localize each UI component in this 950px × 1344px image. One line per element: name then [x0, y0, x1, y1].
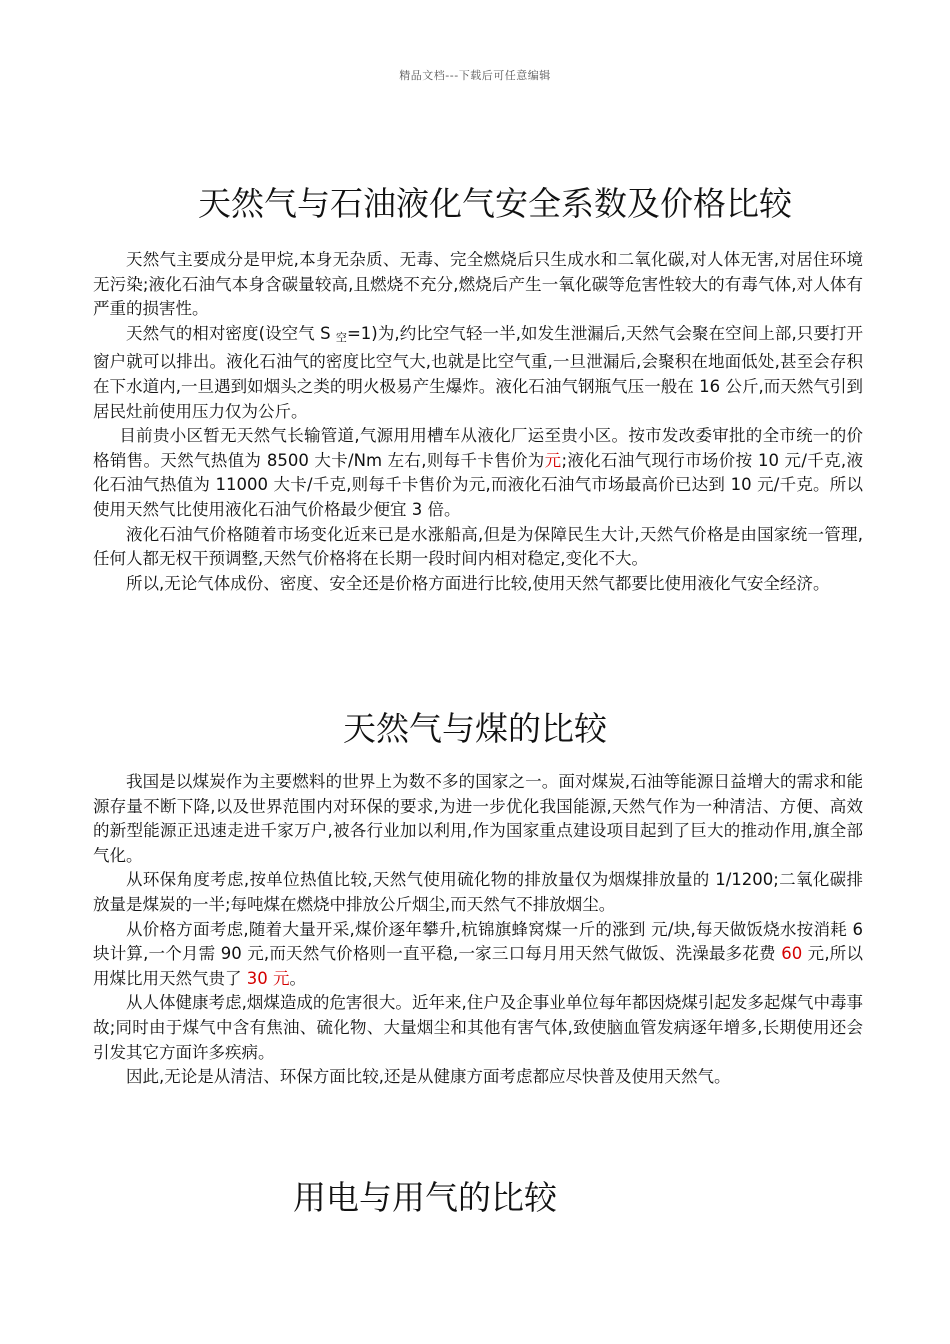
text-run: 元,所以用煤比用天然气贵了 [93, 944, 863, 988]
subscript: 空 [335, 330, 347, 344]
highlight-text: 元 [544, 450, 562, 470]
text-run: 目前贵小区暂无天然气长输管道,气源用用槽车从液化厂运至贵小区。按市发改委审批的全市统一的价格销售。天然气热值为 8500 大卡/Nm 左右,则每千卡售价为 [93, 426, 863, 470]
page-header: 精品文档---下载后可任意编辑 [399, 69, 551, 82]
section-title-electricity: 用电与用气的比较 [293, 1178, 557, 1217]
highlight-text: 30 元 [246, 968, 290, 988]
text-run: 天然气的相对密度(设空气 S [126, 323, 336, 343]
section-title-coal: 天然气与煤的比较 [343, 709, 607, 748]
paragraph: 我国是以煤炭作为主要燃料的世界上为数不多的国家之一。面对煤炭,石油等能源日益增大的需求和能源存量不断下降,以及世界范围内对环保的要求,为进一步优化我国能源,天然气作为一种清洁、方便、高效的新型能源正迅速走进千家万户,被各行业加以利用,作为国家重点建设项目起到了巨大的推动作用,旗全部气化。 [93, 772, 863, 865]
paragraph: 从人体健康考虑,烟煤造成的危害很大。近年来,住户及企事业单位每年都因烧煤引起发多起煤气中毒事故;同时由于煤气中含有焦油、硫化物、大量烟尘和其他有害气体,致使脑血管发病逐年增多,长期使用还会引发其它方面许多疾病。 [93, 993, 863, 1062]
section-title-lpg: 天然气与石油液化气安全系数及价格比较 [198, 184, 792, 223]
section-body-coal [93, 770, 863, 1090]
text-run: ;液化石油气现行市场价按 10 元/千克,液化石油气热值为 11000 大卡/千克,则每千卡售价为元,而液化石油气市场最高价已达到 10 元/千克。所以使用天然气比使用液化石油气价格最少便宜 3 倍。 [93, 450, 863, 519]
paragraph: 从环保角度考虑,按单位热值比较,天然气使用硫化物的排放量仅为烟煤排放量的 1/1200;二氧化碳排放量是煤炭的一半;每吨煤在燃烧中排放公斤烟尘,而天然气不排放烟尘。 [93, 870, 863, 914]
paragraph: 天然气主要成分是甲烷,本身无杂质、无毒、完全燃烧后只生成水和二氧化碳,对人体无害,对居住环境无污染;液化石油气本身含碳量较高,且燃烧不充分,燃烧后产生一氧化碳等危害性较大的有毒气体,对人体有严重的损害性。 [93, 250, 863, 319]
paragraph [93, 424, 863, 522]
highlight-text: 60 [781, 944, 803, 964]
paragraph [93, 322, 863, 424]
paragraph: 液化石油气价格随着市场变化近来已是水涨船高,但是为保障民生大计,天然气价格是由国家统一管理,任何人都无权干预调整,天然气价格将在长期一段时间内相对稳定,变化不大。 [93, 524, 863, 569]
text-run: 从价格方面考虑,随着大量开采,煤价逐年攀升,杭锦旗蜂窝煤一斤的涨到 元/块,每天做饭烧水按消耗 6 块计算,一个月需 90 元,而天然气价格则一直平稳,一家三口每月用天然气做饭、洗澡最多花费 [93, 919, 863, 964]
paragraph: 因此,无论是从清洁、环保方面比较,还是从健康方面考虑都应尽快普及使用天然气。 [126, 1067, 731, 1087]
paragraph [93, 918, 863, 992]
text-run: =1)为,约比空气轻一半,如发生泄漏后,天然气会聚在空间上部,只要打开窗户就可以排出。液化石油气的密度比空气大,也就是比空气重,一旦泄漏后,会聚积在地面低处,甚至会存积在下水道内,一旦遇到如烟头之类的明火极易产生爆炸。液化石油气钢瓶气压一般在 16 公斤,而天然气引到居民灶前使用压力仅为公斤。 [93, 323, 864, 421]
paragraph: 所以,无论气体成份、密度、安全还是价格方面进行比较,使用天然气都要比使用液化气安全经济。 [126, 573, 830, 593]
text-run: 。 [289, 968, 306, 988]
section-body-lpg [93, 248, 863, 596]
